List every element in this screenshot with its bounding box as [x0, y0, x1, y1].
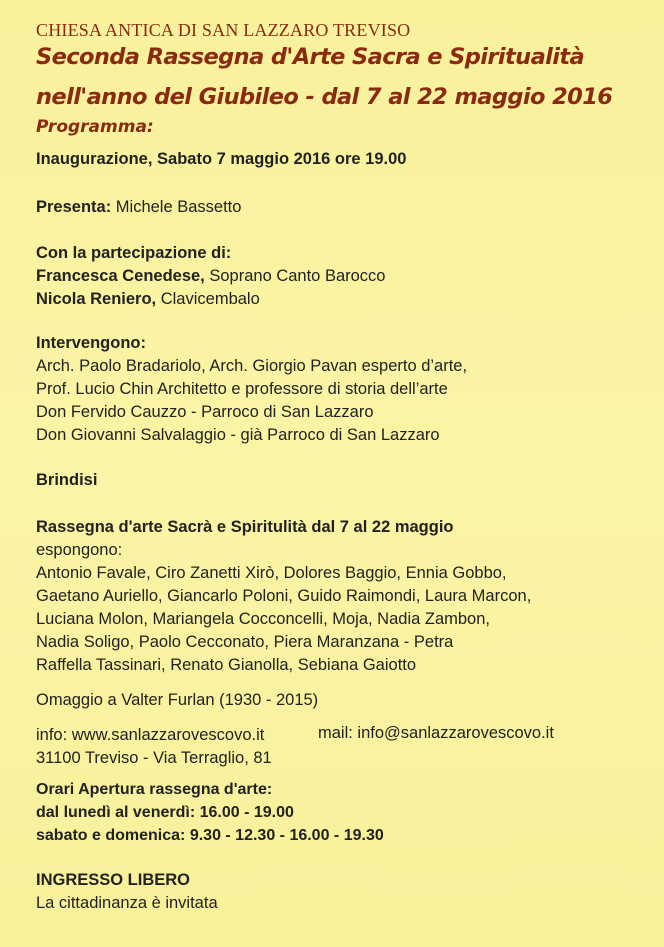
artists-line: Luciana Molon, Mariangela Cocconcelli, Moja, Nadia Zambon, [36, 610, 490, 628]
presenta-line [36, 196, 241, 219]
performer-row [36, 288, 385, 311]
brindisi: Brindisi [36, 471, 98, 489]
espongono-label: espongono: [36, 541, 123, 559]
partecipazione-heading: Con la partecipazione di: [36, 244, 232, 262]
presenta-label: Presenta: [36, 198, 112, 216]
footer-block [36, 869, 218, 915]
artists-line: Gaetano Auriello, Giancarlo Poloni, Guido Raimondi, Laura Marcon, [36, 587, 532, 605]
invito: La cittadinanza è invitata [36, 894, 218, 912]
church-name: CHIESA ANTICA DI SAN LAZZARO TREVISO [36, 20, 411, 40]
inauguration: Inaugurazione, Sabato 7 maggio 2016 ore 19.00 [36, 150, 407, 168]
rassegna-heading: Rassegna d'arte Sacrà e Spiritulità dal 7 al 22 maggio [36, 518, 454, 536]
contact-address: 31100 Treviso - Via Terraglio, 81 [36, 749, 272, 767]
artists-line: Raffella Tassinari, Renato Gianolla, Sebiana Gaiotto [36, 656, 417, 674]
contact-info: info: www.sanlazzarovescovo.it [36, 726, 265, 744]
title-line-2: nell'anno del Giubileo - dal 7 al 22 maggio 2016 [36, 84, 613, 110]
orari-heading: Orari Apertura rassegna d'arte: [36, 781, 273, 798]
orari-weekend: sabato e domenica: 9.30 - 12.30 - 16.00 - 19.30 [36, 827, 384, 844]
intervengono-heading: Intervengono: [36, 334, 146, 352]
speaker-line: Don Fervido Cauzzo - Parroco di San Lazzaro [36, 403, 374, 421]
performer-row [36, 265, 385, 288]
omaggio: Omaggio a Valter Furlan (1930 - 2015) [36, 691, 319, 709]
performer-role: Clavicembalo [160, 290, 260, 308]
performer-role: Soprano Canto Barocco [209, 267, 386, 285]
artists-line: Nadia Soligo, Paolo Cecconato, Piera Maranzana - Petra [36, 633, 454, 651]
title-line-1: Seconda Rassegna d'Arte Sacra e Spiritualità [36, 44, 585, 70]
partecipazione-block [36, 242, 385, 311]
orari-block [36, 778, 384, 847]
contact-mail: mail: info@sanlazzarovescovo.it [318, 724, 554, 742]
rassegna-block [36, 516, 531, 677]
programma-heading: Programma: [36, 117, 154, 137]
orari-weekdays: dal lunedì al venerdì: 16.00 - 19.00 [36, 804, 294, 821]
ingresso-libero: INGRESSO LIBERO [36, 871, 191, 889]
speaker-line: Arch. Paolo Bradariolo, Arch. Giorgio Pavan esperto d’arte, [36, 357, 468, 375]
presenta-name: Michele Bassetto [115, 198, 242, 216]
performer-name: Francesca Cenedese, [36, 267, 205, 285]
performer-name: Nicola Reniero, [36, 290, 157, 308]
speaker-line: Don Giovanni Salvalaggio - già Parroco di San Lazzaro [36, 426, 440, 444]
speaker-line: Prof. Lucio Chin Architetto e professore di storia dell’arte [36, 380, 448, 398]
artists-line: Antonio Favale, Ciro Zanetti Xirò, Dolores Baggio, Ennia Gobbo, [36, 564, 507, 582]
intervengono-block [36, 332, 467, 447]
